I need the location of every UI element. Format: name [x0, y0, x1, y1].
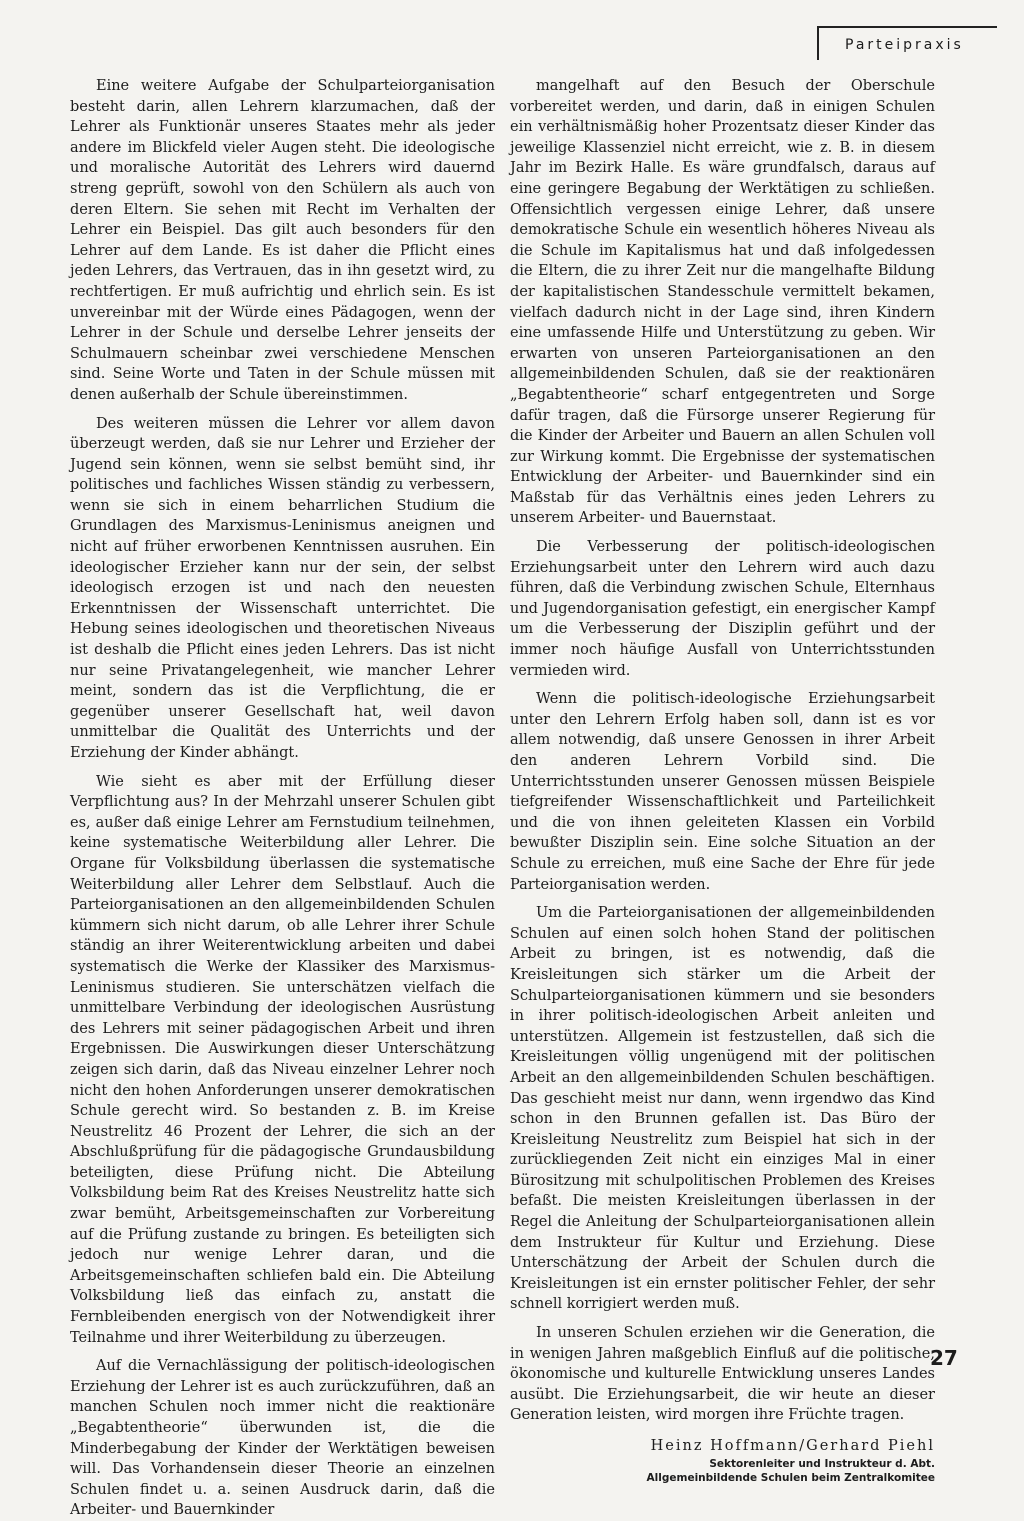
paragraph: Die Verbesserung der politisch-ideologischen Erziehungsarbeit unter den Lehrern wird auch dazu führen, daß die Verbindung zwischen Schule, Elternhaus und Jugendorganisation gefestigt, ein energischer Kampf um die Verbesserung der Disziplin geführt und der immer noch häufige Ausfall von Unterrichtsstunden vermieden wird. — [510, 539, 935, 679]
article — [70, 76, 986, 1519]
signature — [510, 1436, 935, 1485]
author-role: Allgemeinbildende Schulen beim Zentralkomitee — [646, 1471, 935, 1484]
page-number: 27 — [930, 1346, 958, 1370]
paragraph: mangelhaft auf den Besuch der Oberschule vorbereitet werden, und darin, daß in einigen Schulen ein verhältnismäßig hoher Prozentsatz dieser Kinder das jeweilige Klassenziel nicht erreicht, wie z. B. in diesem Jahr im Bezirk Halle. Es wäre grundfalsch, daraus auf eine geringere Begabung der Werktätigen zu schließen. Offensichtlich vergessen einige Lehrer, daß unsere demokratische Schule ein wesentlich höheres Niveau als die Schule im Kapitalismus hat und daß infolgedessen die Eltern, die zu ihrer Zeit nur die mangelhafte Bildung der kapitalistischen Standesschule vermittelt bekamen, vielfach dadurch nicht in der Lage sind, ihren Kindern eine umfassende Hilfe und Unterstützung zu geben. Wir erwarten von unseren Parteiorganisationen an den allgemeinbildenden Schulen, daß sie der reaktionären „Begabtentheorie“ scharf entgegentreten und Sorge dafür tragen, daß die Fürsorge unserer Regierung für die Kinder der Arbeiter und Bauern an allen Schulen voll zur Wirkung kommt. Die Ergebnisse der systematischen Entwicklung der Arbeiter- und Bauernkinder sind ein Maßstab für das Verhältnis eines jeden Lehrers zu unserem Arbeiter- und Bauernstaat. — [510, 78, 935, 527]
paragraph: In unseren Schulen erziehen wir die Generation, die in wenigen Jahren maßgeblich Einfluß auf die politische, ökonomische und kulturelle Entwicklung unseres Landes ausübt. Die Erziehungsarbeit, die wir heute an dieser Generation leisten, wird morgen ihre Früchte tragen. — [510, 1325, 935, 1424]
author-names: Heinz Hoffmann/Gerhard Piehl — [650, 1438, 935, 1454]
paragraph: Auf die Vernachlässigung der politisch-ideologischen Erziehung der Lehrer ist es auch zurückzuführen, daß an manchen Schulen noch immer nicht die reaktionäre „Begabtentheorie“ überwunden ist, die die Minderbegabung der Kinder der Werktätigen beweisen will. Das Vorhandensein dieser Theorie an einzelnen Schulen findet u. a. seinen Ausdruck darin, daß die Arbeiter- und Bauernkinder — [70, 1358, 495, 1519]
left-column — [70, 76, 495, 1519]
paragraph: Wie sieht es aber mit der Erfüllung dieser Verpflichtung aus? In der Mehrzahl unserer Schulen gibt es, außer daß einige Lehrer am Fernstudium teilnehmen, keine systematische Weiterbildung aller Lehrer. Die Organe für Volksbildung überlassen die systematische Weiterbildung aller Lehrer dem Selbstlauf. Auch die Parteiorganisationen an den allgemeinbildenden Schulen kümmern sich nicht darum, ob alle Lehrer ihrer Schule ständig an ihrer Weiterentwicklung arbeiten und dabei systematisch die Werke der Klassiker des Marxismus-Leninismus studieren. Sie unterschätzen vielfach die unmittelbare Verbindung der ideologischen Ausrüstung des Lehrers mit seiner pädagogischen Arbeit und ihren Ergebnissen. Die Auswirkungen dieser Unterschätzung zeigen sich darin, daß das Niveau einzelner Lehrer noch nicht den hohen Anforderungen unserer demokratischen Schule gerecht wird. So bestanden z. B. im Kreise Neustrelitz 46 Prozent der Lehrer, die sich an der Abschlußprüfung für die pädagogische Grundausbildung beteiligten, diese Prüfung nicht. Die Abteilung Volksbildung beim Rat des Kreises Neustrelitz hatte sich zwar bemüht, Arbeitsgemeinschaften zur Vorbereitung auf die Prüfung zustande zu bringen. Es beteiligten sich jedoch nur wenige Lehrer daran, und die Arbeitsgemeinschaften schliefen bald ein. Die Abteilung Volksbildung ließ das einfach zu, anstatt die Fernbleibenden energisch von der Notwendigkeit ihrer Teilnahme und ihrer Weiterbildung zu überzeugen. — [70, 773, 495, 1346]
author-role: Sektorenleiter und Instrukteur d. Abt. — [709, 1457, 935, 1470]
paragraph: Wenn die politisch-ideologische Erziehungsarbeit unter den Lehrern Erfolg haben soll, dann ist es vor allem notwendig, daß unsere Genossen in ihrer Arbeit den anderen Lehrern Vorbild sind. Die Unterrichtsstunden unserer Genossen müssen Beispiele tiefgreifender Wissenschaftlichkeit und Parteilichkeit und die von ihnen geleiteten Klassen ein Vorbild bewußter Disziplin sein. Eine solche Situation an der Schule zu erreichen, muß eine Sache der Ehre für jede Parteiorganisation werden. — [510, 691, 935, 893]
right-column — [510, 76, 935, 1484]
section-label: Parteipraxis — [817, 26, 997, 60]
paragraph: Des weiteren müssen die Lehrer vor allem davon überzeugt werden, daß sie nur Lehrer und Erzieher der Jugend sein können, wenn sie selbst bemüht sind, ihr politisches und fachliches Wissen ständig zu verbessern, wenn sie sich in einem beharrlichen Studium die Grundlagen des Marxismus-Leninismus aneignen und nicht auf früher erworbenen Kenntnissen ausruhen. Ein ideologischer Erzieher kann nur der sein, der selbst ideologisch erzogen ist und nach den neuesten Erkenntnissen der Wissenschaft unterrichtet. Die Hebung seines ideologischen und theoretischen Niveaus ist deshalb die Pflicht eines jeden Lehrers. Das ist nicht nur seine Privatangelegenheit, wie mancher Lehrer meint, sondern das ist die Verpflichtung, die er gegenüber unserer Gesellschaft hat, weil davon unmittelbar die Qualität des Unterrichts und der Erziehung der Kinder abhängt. — [70, 415, 495, 761]
paragraph: Eine weitere Aufgabe der Schulparteiorganisation besteht darin, allen Lehrern klarzumachen, daß der Lehrer als Funktionär unseres Staates mehr als jeder andere im Blickfeld vieler Augen steht. Die ideologische und moralische Autorität des Lehrers wird dauernd streng geprüft, sowohl von den Schülern als auch von deren Eltern. Sie sehen mit Recht im Verhalten der Lehrer ein Beispiel. Das gilt auch besonders für den Lehrer auf dem Lande. Es ist daher die Pflicht eines jeden Lehrers, das Vertrauen, das in ihn gesetzt wird, zu rechtfertigen. Er muß aufrichtig und ehrlich sein. Es ist unvereinbar mit der Würde eines Pädagogen, wenn der Lehrer in der Schule und derselbe Lehrer jenseits der Schulmauern scheinbar zwei verschiedene Menschen sind. Seine Worte und Taten in der Schule müssen mit denen außerhalb der Schule übereinstimmen. — [70, 78, 495, 403]
paragraph: Um die Parteiorganisationen der allgemeinbildenden Schulen auf einen solch hohen Stand der politischen Arbeit zu bringen, ist es notwendig, daß die Kreisleitungen sich stärker um die Arbeit der Schulparteiorganisationen kümmern und sie besonders in ihrer politisch-ideologischen Arbeit anleiten und unterstützen. Allgemein ist festzustellen, daß sich die Kreisleitungen völlig ungenügend mit der politischen Arbeit an den allgemeinbildenden Schulen beschäftigen. Das geschieht meist nur dann, wenn irgendwo das Kind schon in den Brunnen gefallen ist. Das Büro der Kreisleitung Neustrelitz zum Beispiel hat sich in der zurückliegenden Zeit nicht ein einziges Mal in einer Bürositzung mit schulpolitischen Problemen des Kreises befaßt. Die meisten Kreisleitungen überlassen in der Regel die Anleitung der Schulparteiorganisationen allein dem Instrukteur für Kultur und Erziehung. Diese Unterschätzung der Arbeit der Schulen durch die Kreisleitungen ist ein ernster politischer Fehler, der sehr schnell korrigiert werden muß. — [510, 905, 935, 1313]
